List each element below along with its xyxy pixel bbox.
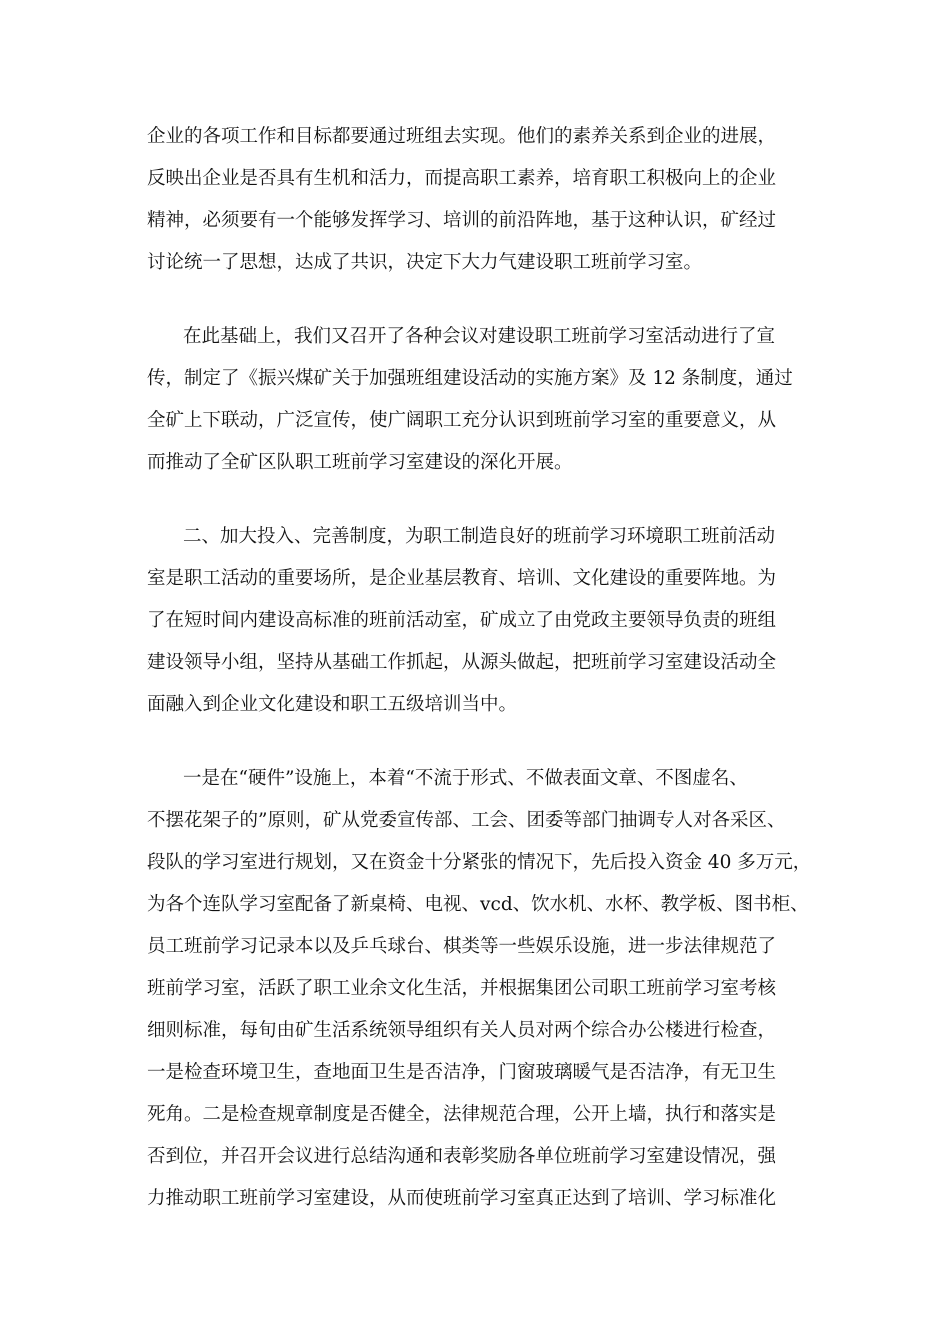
paragraph-4-line-11: 力推动职工班前学习室建设，从而使班前学习室真正达到了培训、学习标准化 — [147, 1188, 777, 1209]
paragraph-4-line-2: 不摆花架子的”原则，矿从党委宣传部、工会、团委等部门抽调专人对各采区、 — [147, 810, 786, 831]
paragraph-3-line-2: 室是职工活动的重要场所，是企业基层教育、培训、文化建设的重要阵地。为 — [147, 568, 777, 589]
paragraph-4-line-8: 一是检查环境卫生，查地面卫生是否洁净，门窗玻璃暖气是否洁净，有无卫生 — [147, 1062, 777, 1083]
paragraph-3-line-1: 二、加大投入、完善制度，为职工制造良好的班前学习环境职工班前活动 — [183, 526, 776, 547]
paragraph-3-line-3: 了在短时间内建设高标准的班前活动室，矿成立了由党政主要领导负责的班组 — [147, 610, 777, 631]
paragraph-4-line-1: 一是在“硬件”设施上，本着“不流于形式、不做表面文章、不图虚名、 — [183, 768, 748, 789]
paragraph-4-line-3: 段队的学习室进行规划，又在资金十分紧张的情况下，先后投入资金 40 多万元， — [147, 852, 812, 873]
paragraph-2-line-1: 在此基础上，我们又召开了各种会议对建设职工班前学习室活动进行了宣 — [183, 326, 776, 347]
paragraph-4-line-9: 死角。二是检查规章制度是否健全，法律规范合理，公开上墙，执行和落实是 — [147, 1104, 777, 1125]
paragraph-1-line-2: 反映出企业是否具有生机和活力，而提高职工素养，培育职工积极向上的企业 — [147, 168, 777, 189]
paragraph-1-line-1: 企业的各项工作和目标都要通过班组去实现。他们的素养关系到企业的进展， — [147, 126, 777, 147]
paragraph-1-line-4: 讨论统一了思想，达成了共识，决定下大力气建设职工班前学习室。 — [147, 252, 703, 273]
paragraph-4-line-6: 班前学习室，活跃了职工业余文化生活，并根据集团公司职工班前学习室考核 — [147, 978, 777, 999]
paragraph-4-line-5: 员工班前学习记录本以及乒乓球台、棋类等一些娱乐设施，进一步法律规范了 — [147, 936, 777, 957]
paragraph-4-line-7: 细则标准，每旬由矿生活系统领导组织有关人员对两个综合办公楼进行检查， — [147, 1020, 777, 1041]
paragraph-4-line-10: 否到位，并召开会议进行总结沟通和表彰奖励各单位班前学习室建设情况，强 — [147, 1146, 777, 1167]
paragraph-2-line-2: 传，制定了《振兴煤矿关于加强班组建设活动的实施方案》及 12 条制度，通过 — [147, 368, 793, 389]
paragraph-3-line-5: 面融入到企业文化建设和职工五级培训当中。 — [147, 694, 518, 715]
paragraph-4-line-4: 为各个连队学习室配备了新桌椅、电视、vcd、饮水机、水杯、教学板、图书柜、 — [147, 894, 809, 915]
paragraph-1-line-3: 精神，必须要有一个能够发挥学习、培训的前沿阵地，基于这种认识，矿经过 — [147, 210, 777, 231]
paragraph-2-line-3: 全矿上下联动，广泛宣传，使广阔职工充分认识到班前学习室的重要意义，从 — [147, 410, 777, 431]
paragraph-2-line-4: 而推动了全矿区队职工班前学习室建设的深化开展。 — [147, 452, 573, 473]
paragraph-3-line-4: 建设领导小组，坚持从基础工作抓起，从源头做起，把班前学习室建设活动全 — [147, 652, 777, 673]
